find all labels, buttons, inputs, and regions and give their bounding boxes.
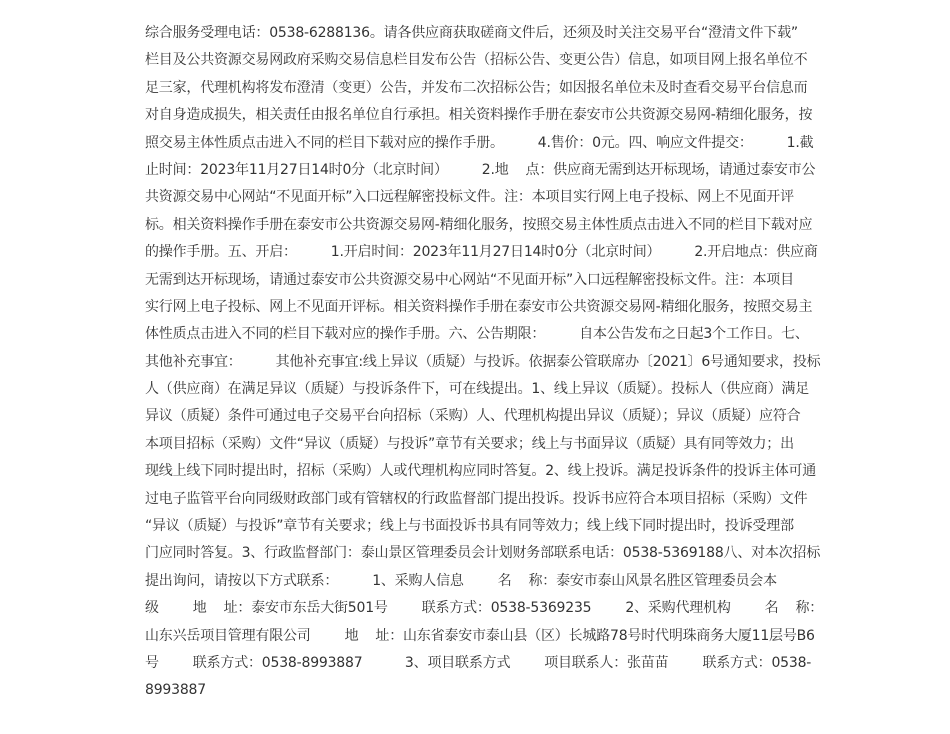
text-line: 照交易主体性质点击进入不同的栏目下载对应的操作手册。 4.售价：0元。四、响应文件提交： 1.截 <box>145 134 814 151</box>
text-line: 本项目招标（采购）文件“异议（质疑）与投诉”章节有关要求；线上与书面异议（质疑）具有同等效力；出 <box>145 435 794 452</box>
announcement-body <box>145 20 824 705</box>
text-line: 标。相关资料操作手册在泰安市公共资源交易网-精细化服务，按照交易主体性质点击进入不同的栏目下载对应 <box>145 216 813 233</box>
text-line: 提出询问，请按以下方式联系： 1、采购人信息 名 称：泰安市泰山风景名胜区管理委员会本 <box>145 572 777 589</box>
text-line: 足三家，代理机构将发布澄清（变更）公告，并发布二次招标公告；如因报名单位未及时查看交易平台信息而 <box>145 79 808 96</box>
text-line: 体性质点击进入不同的栏目下载对应的操作手册。六、公告期限： 自本公告发布之日起3个工作日。七、 <box>145 326 809 343</box>
text-line: 山东兴岳项目管理有限公司 地 址：山东省泰安市泰山县（区）长城路78号时代明珠商务大厦11层号B6 <box>145 627 815 644</box>
text-line: 栏目及公共资源交易网政府采购交易信息栏目发布公告（招标公告、变更公告）信息，如项目网上报名单位不 <box>145 52 808 69</box>
text-line: 人（供应商）在满足异议（质疑）与投诉条件下，可在线提出。1、线上异议（质疑）。投标人（供应商）满足 <box>145 381 810 398</box>
text-line: “异议（质疑）与投诉”章节有关要求；线上与书面投诉书具有同等效力；线上线下同时提出时，投诉受理部 <box>145 518 794 535</box>
text-line: 过电子监管平台向同级财政部门或有管辖权的行政监督部门提出投诉。投诉书应符合本项目招标（采购）文件 <box>145 490 808 507</box>
text-line: 共资源交易中心网站“不见面开标”入口远程解密投标文件。注：本项目实行网上电子投标、网上不见面开评 <box>145 189 794 206</box>
text-line: 综合服务受理电话：0538-6288136。请各供应商获取磋商文件后，还须及时关注交易平台“澄清文件下载” <box>145 25 798 41</box>
text-line: 现线上线下同时提出时，招标（采购）人或代理机构应同时答复。2、线上投诉。满足投诉条件的投诉主体可通 <box>145 463 817 480</box>
text-line: 无需到达开标现场，请通过泰安市公共资源交易中心网站“不见面开标”入口远程解密投标文件。注：本项目 <box>145 271 794 288</box>
text-line: 8993887 <box>145 682 206 699</box>
text-line: 门应同时答复。3、行政监督部门：泰山景区管理委员会计划财务部联系电话：0538-5369188八、对本次招标 <box>145 545 821 562</box>
text-line: 号 联系方式：0538-8993887 3、项目联系方式 项目联系人：张苗苗 联系方式：0538- <box>145 654 812 671</box>
text-line: 实行网上电子投标、网上不见面开评标。相关资料操作手册在泰安市公共资源交易网-精细化服务，按照交易主 <box>145 298 813 315</box>
text-line: 级 地 址：泰安市东岳大街501号 联系方式：0538-5369235 2、采购代理机构 名 称： <box>145 600 824 617</box>
text-line: 的操作手册。五、开启： 1.开启时间：2023年11月27日14时0分（北京时间） 2.开启地点：供应商 <box>145 244 818 261</box>
text-line: 止时间：2023年11月27日14时0分（北京时间） 2.地 点：供应商无需到达开标现场，请通过泰安市公 <box>145 161 816 178</box>
text-line: 其他补充事宜： 其他补充事宜:线上异议（质疑）与投诉。依据泰公管联席办〔2021〕6号通知要求，投标 <box>145 353 821 370</box>
text-line: 对自身造成损失，相关责任由报名单位自行承担。相关资料操作手册在泰安市公共资源交易网-精细化服务，按 <box>145 107 813 124</box>
text-line: 异议（质疑）条件可通过电子交易平台向招标（采购）人、代理机构提出异议（质疑）；异议（质疑）应符合 <box>145 408 801 425</box>
